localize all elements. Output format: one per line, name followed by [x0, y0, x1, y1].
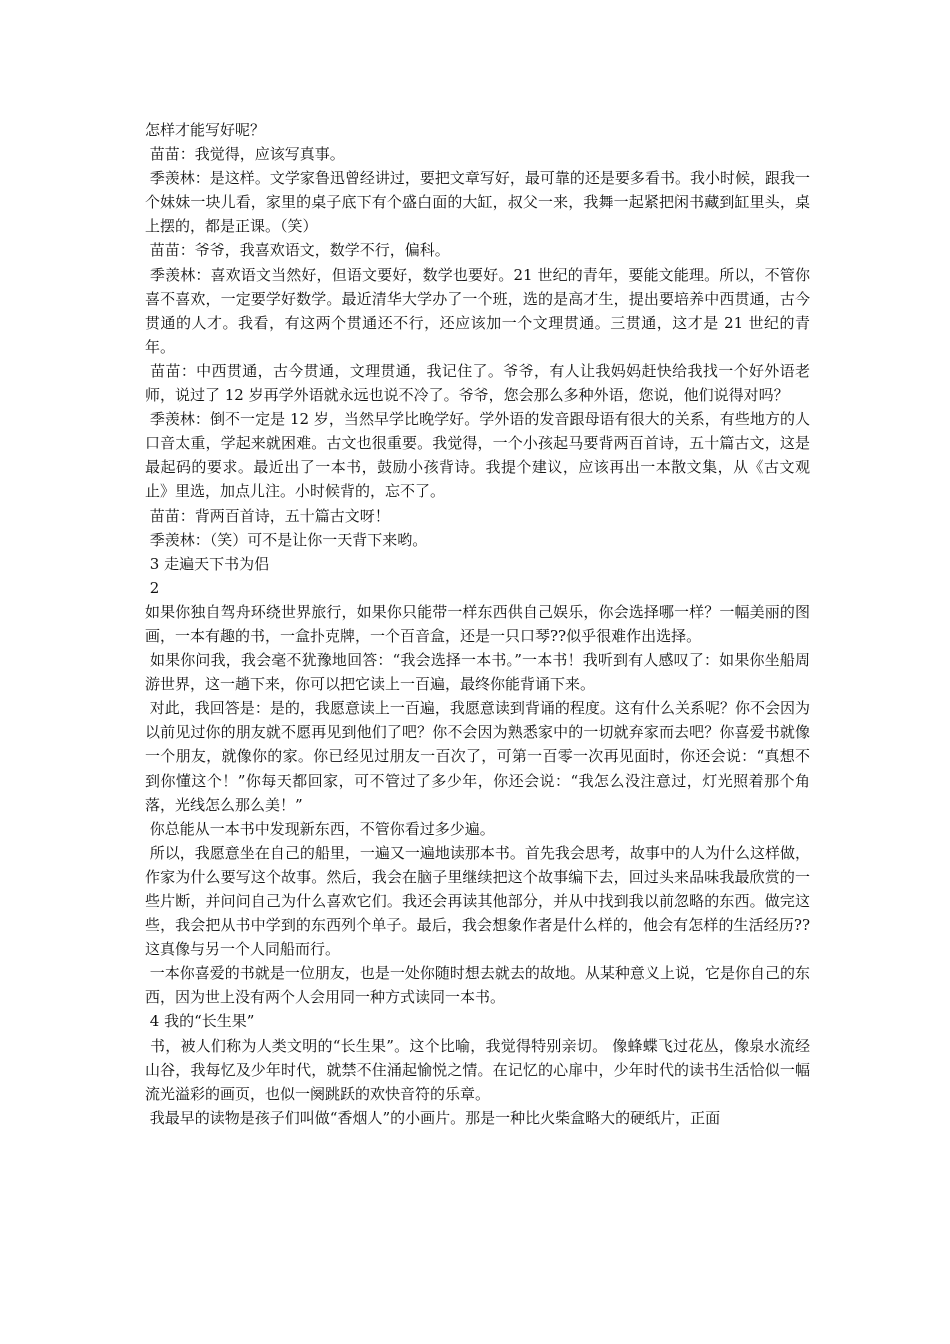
paragraph-20: 我最早的读物是孩子们叫做“香烟人”的小画片。那是一种比火柴盒略大的硬纸片，正面: [145, 1108, 721, 1127]
paragraph-9: 季羡林：（笑）可不是让你一天背下来哟。: [145, 530, 428, 549]
paragraph-4: 苗苗：爷爷，我喜欢语文，数学不行，偏科。: [145, 241, 450, 260]
paragraph-8: 苗苗：背两百首诗，五十篇古文呀！: [145, 506, 390, 525]
paragraph-15: 你总能从一本书中发现新东西，不管你看过多少遍。: [145, 819, 495, 838]
paragraph-13: 如果你问我，我会毫不犹豫地回答：“我会选择一本书。”一本书！我听到有人感叹了：如果你坐船周游世界，这一趟下来，你可以把它读上一百遍，最终你能背诵下来。: [145, 651, 810, 694]
paragraph-12: 如果你独自驾舟环绕世界旅行，如果你只能带一样东西供自己娱乐，你会选择哪一样？一幅美丽的图画，一本有趣的书，一盒扑克牌，一个百音盒，还是一只口琴??似乎很难作出选择。: [145, 602, 810, 645]
paragraph-1: 怎样才能写好呢？: [145, 121, 266, 139]
paragraph-5: 季羡林：喜欢语文当然好，但语文要好，数学也要好。21 世纪的青年，要能文能理。所以，不管你喜不喜欢，一定要学好数学。最近清华大学办了一个班，选的是高才生，提出要培养中西贯通，古今贯通的人才。我看，有这两个贯通还不行，还应该加一个文理贯通。三贯通，这才是 21 世纪的青年。: [145, 265, 810, 356]
paragraph-14: 对此，我回答是：是的，我愿意读上一百遍，我愿意读到背诵的程度。这有什么关系呢？你不会因为以前见过你的朋友就不愿再见到他们了吧？你不会因为熟悉家中的一切就弃家而去吧？你喜爱书就像一个朋友，就像你的家。你已经见过朋友一百次了，可第一百零一次再见面时，你还会说：“真想不到你懂这个！”你每天都回家，可不管过了多少年，你还会说：“我怎么没注意过，灯光照着那个角落，光线怎么那么美！”: [145, 699, 810, 814]
paragraph-3: 季羡林：是这样。文学家鲁迅曾经讲过，要把文章写好，最可靠的还是要多看书。我小时候，跟我一个妹妹一块儿看，家里的桌子底下有个盛白面的大缸，叔父一来，我舞一起紧把闲书藏到缸里头，桌上摆的，都是正课。（笑）: [145, 169, 810, 236]
paragraph-16: 所以，我愿意坐在自己的船里，一遍又一遍地读那本书。首先我会思考，故事中的人为什么这样做，作家为什么要写这个故事。然后，我会在脑子里继续把这个故事编下去，回过头来品味我最欣赏的一些片断，并问问自己为什么喜欢它们。我还会再读其他部分，并从中找到我以前忽略的东西。做完这些，我会把从书中学到的东西列个单子。最后，我会想象作者是什么样的，他会有怎样的生活经历??这真像与另一个人同船而行。: [145, 843, 810, 959]
section-number: 2: [145, 578, 160, 597]
paragraph-17: 一本你喜爱的书就是一位朋友，也是一处你随时想去就去的故地。从某种意义上说，它是你自己的东西，因为世上没有两个人会用同一种方式读同一本书。: [145, 964, 810, 1007]
paragraph-7: 季羡林：倒不一定是 12 岁，当然早学比晚学好。学外语的发音跟母语有很大的关系，有些地方的人口音太重，学起来就困难。古文也很重要。我觉得，一个小孩起马要背两百首诗，五十篇古文，这是最起码的要求。最近出了一本书，鼓励小孩背诗。我提个建议，应该再出一本散文集，从《古文观止》里选，加点儿注。小时候背的，忘不了。: [145, 410, 810, 501]
section-heading-3: 3 走遍天下书为侣: [145, 554, 270, 573]
paragraph-6: 苗苗：中西贯通，古今贯通，文理贯通，我记住了。爷爷，有人让我妈妈赶快给我找一个好外语老师，说过了 12 岁再学外语就永远也说不冷了。爷爷，您会那么多种外语，您说，他们说得对吗？: [145, 361, 810, 405]
paragraph-2: 苗苗：我觉得，应该写真事。: [145, 145, 345, 164]
paragraph-19: 书，被人们称为人类文明的“长生果”。这个比喻，我觉得特别亲切。 像蜂蝶飞过花丛，像泉水流经山谷，我每忆及少年时代，就禁不住涌起愉悦之情。在记忆的心扉中，少年时代的读书生活恰似一幅流光溢彩的画页，也似一阕跳跃的欢快音符的乐章。: [145, 1036, 810, 1103]
document-page: [145, 118, 810, 1130]
section-heading-4: 4 我的“长生果”: [145, 1012, 255, 1031]
